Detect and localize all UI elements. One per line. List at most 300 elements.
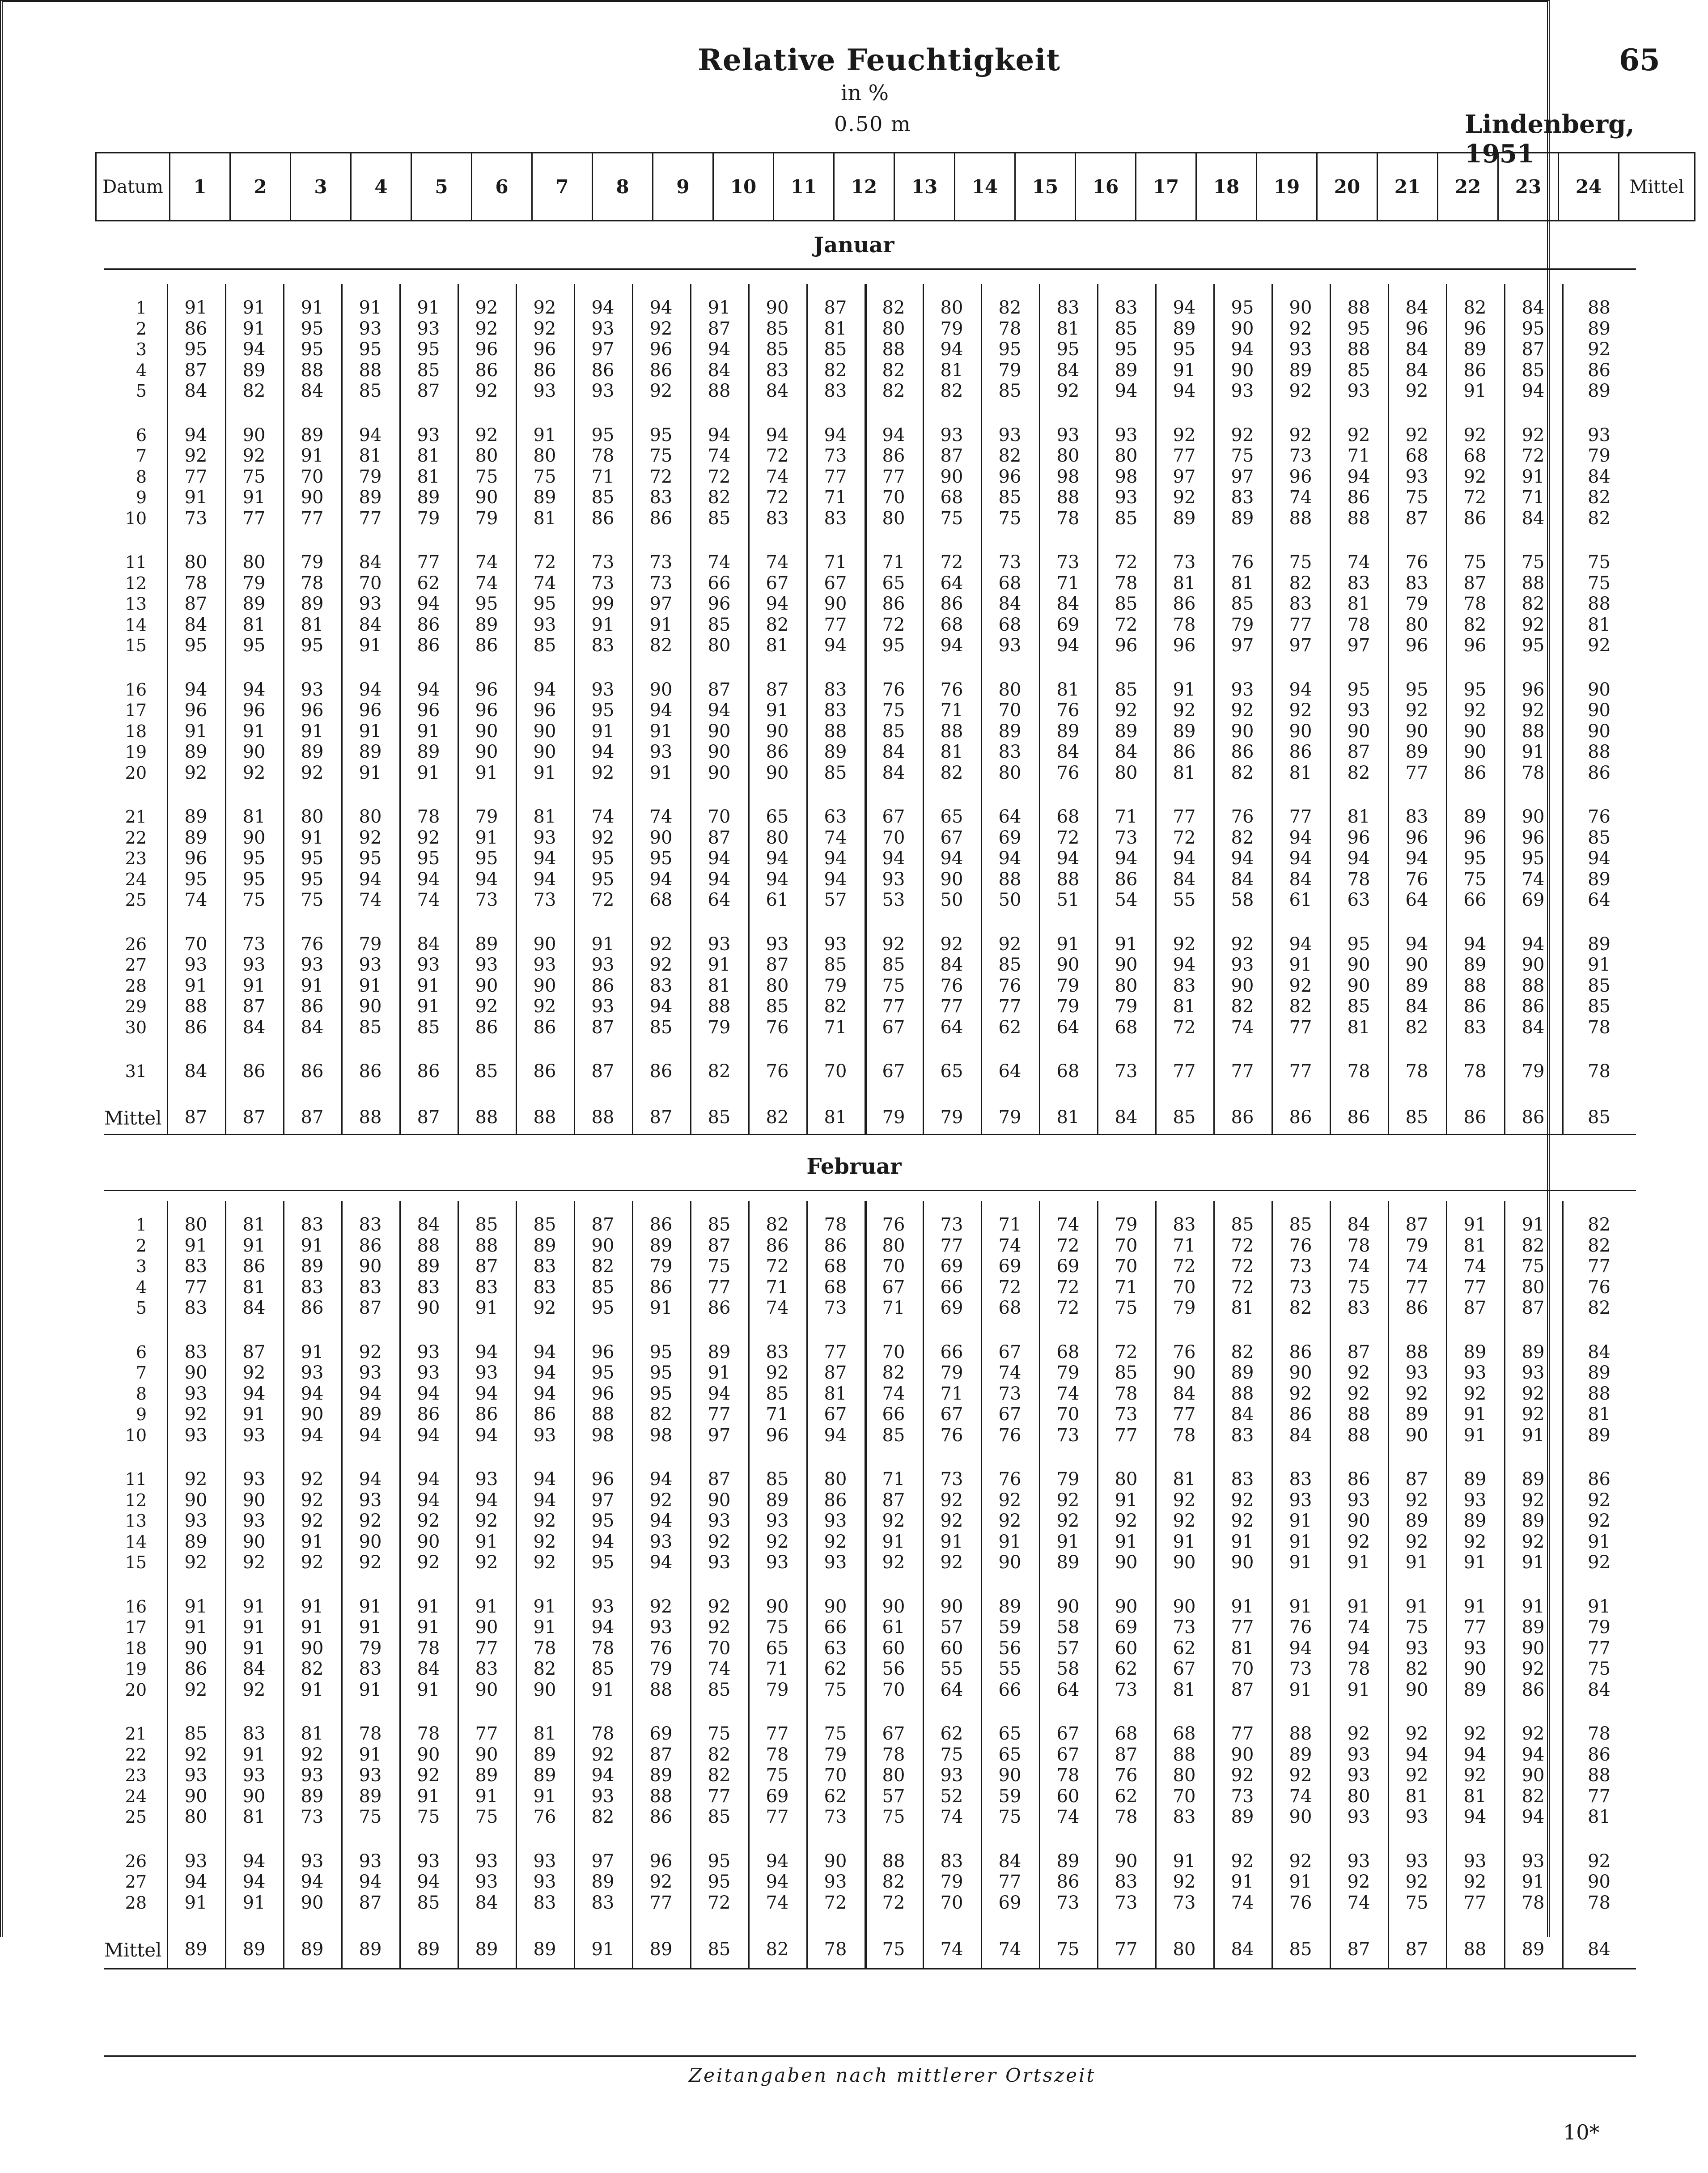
value-cell: 89 <box>301 742 324 762</box>
value-cell: 94 <box>301 1872 324 1892</box>
value-cell: 92 <box>301 1469 324 1490</box>
value-cell: 87 <box>824 1362 847 1383</box>
value-cell: 92 <box>475 381 498 401</box>
value-cell: 67 <box>1056 1744 1080 1765</box>
value-cell: 92 <box>591 762 615 783</box>
value-cell: 68 <box>1056 806 1080 827</box>
value-cell: 85 <box>708 1807 731 1827</box>
value-cell: 90 <box>1588 679 1611 700</box>
value-cell: 89 <box>1588 318 1611 339</box>
value-cell: 94 <box>417 1490 440 1511</box>
value-cell: 71 <box>882 1469 905 1490</box>
value-cell: 86 <box>591 975 615 996</box>
value-cell: 75 <box>1405 1617 1428 1638</box>
value-cell: 87 <box>1231 1679 1254 1700</box>
value-cell: 77 <box>1173 806 1196 827</box>
value-cell: 73 <box>242 934 266 955</box>
value-cell: 77 <box>708 1277 731 1298</box>
mean-cell: 82 <box>766 1107 789 1128</box>
day-label: 16 <box>125 1596 147 1617</box>
mean-cell: 89 <box>649 1939 673 1960</box>
value-cell: 90 <box>475 1617 498 1638</box>
value-cell: 81 <box>1173 762 1196 783</box>
value-cell: 80 <box>184 552 208 573</box>
value-cell: 89 <box>1405 742 1428 762</box>
value-cell: 86 <box>766 1235 789 1256</box>
value-cell: 96 <box>1347 827 1370 848</box>
day-label: 24 <box>125 1786 147 1806</box>
value-cell: 90 <box>649 827 673 848</box>
value-cell: 85 <box>591 487 615 508</box>
value-cell: 89 <box>649 1235 673 1256</box>
value-cell: 88 <box>1588 742 1611 762</box>
value-cell: 83 <box>359 1277 382 1298</box>
column-line <box>1562 284 1564 1134</box>
value-cell: 94 <box>591 297 615 318</box>
value-cell: 93 <box>533 1872 556 1892</box>
day-label: 14 <box>125 615 147 635</box>
mean-cell: 75 <box>1056 1939 1080 1960</box>
value-cell: 94 <box>359 1872 382 1892</box>
value-cell: 91 <box>184 1892 208 1913</box>
column-line <box>1155 1201 1157 1968</box>
value-cell: 92 <box>998 1511 1021 1531</box>
value-cell: 92 <box>1588 339 1611 360</box>
value-cell: 75 <box>417 1807 440 1827</box>
value-cell: 95 <box>417 848 440 869</box>
column-line <box>458 284 459 1134</box>
value-cell: 95 <box>242 635 266 656</box>
value-cell: 88 <box>475 1235 498 1256</box>
day-label: 12 <box>125 573 147 593</box>
value-cell: 73 <box>1056 1892 1080 1913</box>
value-cell: 85 <box>475 1214 498 1235</box>
value-cell: 85 <box>998 487 1021 508</box>
value-cell: 82 <box>1588 1298 1611 1318</box>
column-header-hour-19: 19 <box>1257 153 1317 221</box>
value-cell: 84 <box>359 552 382 573</box>
value-cell: 69 <box>998 1892 1021 1913</box>
value-cell: 86 <box>1463 762 1487 783</box>
value-cell: 89 <box>1173 318 1196 339</box>
value-cell: 76 <box>940 975 963 996</box>
value-cell: 94 <box>1463 1744 1487 1765</box>
value-cell: 77 <box>1463 1617 1487 1638</box>
value-cell: 74 <box>359 890 382 910</box>
value-cell: 79 <box>1056 1362 1080 1383</box>
value-cell: 94 <box>533 869 556 890</box>
value-cell: 74 <box>998 1362 1021 1383</box>
value-cell: 90 <box>766 762 789 783</box>
value-cell: 88 <box>417 1235 440 1256</box>
value-cell: 79 <box>301 552 324 573</box>
value-cell: 91 <box>1173 360 1196 381</box>
value-cell: 89 <box>1405 1511 1428 1531</box>
value-cell: 94 <box>824 848 847 869</box>
value-cell: 88 <box>591 1404 615 1425</box>
value-cell: 70 <box>1115 1256 1138 1277</box>
value-cell: 91 <box>1522 1552 1545 1573</box>
value-cell: 80 <box>184 1214 208 1235</box>
column-line <box>1213 1201 1215 1968</box>
value-cell: 92 <box>766 1362 789 1383</box>
value-cell: 94 <box>1289 827 1312 848</box>
value-cell: 67 <box>882 1277 905 1298</box>
value-cell: 93 <box>1405 466 1428 487</box>
value-cell: 84 <box>940 955 963 975</box>
day-label: 23 <box>125 849 147 868</box>
value-cell: 92 <box>1173 1490 1196 1511</box>
value-cell: 90 <box>1231 721 1254 742</box>
value-cell: 80 <box>1115 975 1138 996</box>
value-cell: 91 <box>1289 1531 1312 1552</box>
value-cell: 75 <box>1405 487 1428 508</box>
value-cell: 78 <box>533 1638 556 1659</box>
value-cell: 87 <box>417 381 440 401</box>
value-cell: 91 <box>475 827 498 848</box>
value-cell: 72 <box>1056 827 1080 848</box>
value-cell: 91 <box>591 721 615 742</box>
value-cell: 93 <box>184 1850 208 1872</box>
value-cell: 93 <box>824 1872 847 1892</box>
day-label: 19 <box>125 742 147 762</box>
value-cell: 81 <box>1173 996 1196 1017</box>
value-cell: 86 <box>1347 487 1370 508</box>
value-cell: 90 <box>1347 975 1370 996</box>
value-cell: 92 <box>1115 1511 1138 1531</box>
column-line <box>632 284 633 1134</box>
value-cell: 90 <box>1056 1596 1080 1617</box>
value-cell: 92 <box>1522 424 1545 446</box>
value-cell: 83 <box>1115 1872 1138 1892</box>
value-cell: 78 <box>184 573 208 594</box>
value-cell: 87 <box>708 1235 731 1256</box>
value-cell: 91 <box>417 1596 440 1617</box>
value-cell: 87 <box>708 318 731 339</box>
value-cell: 90 <box>766 297 789 318</box>
mean-cell: 79 <box>998 1107 1021 1128</box>
value-cell: 86 <box>1173 594 1196 614</box>
value-cell: 85 <box>766 1383 789 1404</box>
day-label: 22 <box>125 828 147 848</box>
value-cell: 87 <box>591 1017 615 1038</box>
value-cell: 96 <box>708 594 731 614</box>
value-cell: 72 <box>1522 446 1545 466</box>
value-cell: 72 <box>882 1892 905 1913</box>
value-cell: 78 <box>591 1638 615 1659</box>
value-cell: 91 <box>533 1786 556 1807</box>
value-cell: 84 <box>1522 1017 1545 1038</box>
column-line <box>923 1201 924 1968</box>
day-label: 31 <box>125 1061 147 1081</box>
value-cell: 68 <box>1056 1061 1080 1082</box>
value-cell: 91 <box>242 318 266 339</box>
value-cell: 92 <box>1463 700 1487 721</box>
value-cell: 90 <box>242 742 266 762</box>
column-line <box>458 1201 459 1968</box>
value-cell: 90 <box>475 1679 498 1700</box>
value-cell: 84 <box>242 1298 266 1318</box>
value-cell: 92 <box>1522 1531 1545 1552</box>
value-cell: 75 <box>649 446 673 466</box>
value-cell: 94 <box>1522 381 1545 401</box>
value-cell: 67 <box>882 1723 905 1744</box>
mean-cell: 88 <box>591 1107 615 1128</box>
value-cell: 93 <box>475 1850 498 1872</box>
value-cell: 92 <box>1173 934 1196 955</box>
value-cell: 93 <box>824 1552 847 1573</box>
column-line <box>341 284 343 1134</box>
value-cell: 62 <box>940 1723 963 1744</box>
value-cell: 81 <box>533 806 556 827</box>
value-cell: 70 <box>882 487 905 508</box>
value-cell: 92 <box>301 1744 324 1765</box>
value-cell: 94 <box>475 869 498 890</box>
value-cell: 84 <box>184 614 208 635</box>
value-cell: 82 <box>882 1362 905 1383</box>
value-cell: 89 <box>184 806 208 827</box>
value-cell: 93 <box>766 1511 789 1531</box>
column-line <box>574 284 575 1134</box>
value-cell: 91 <box>417 1679 440 1700</box>
value-cell: 96 <box>533 700 556 721</box>
value-cell: 90 <box>998 1765 1021 1786</box>
value-cell: 83 <box>184 1256 208 1277</box>
value-cell: 94 <box>1173 955 1196 975</box>
value-cell: 92 <box>184 1744 208 1765</box>
day-label: 13 <box>125 594 147 614</box>
value-cell: 82 <box>766 614 789 635</box>
value-cell: 79 <box>242 573 266 594</box>
value-cell: 94 <box>1463 934 1487 955</box>
value-cell: 70 <box>940 1892 963 1913</box>
mean-cell: 88 <box>475 1107 498 1128</box>
value-cell: 94 <box>1056 635 1080 656</box>
value-cell: 91 <box>1463 1404 1487 1425</box>
value-cell: 86 <box>1522 996 1545 1017</box>
value-cell: 59 <box>998 1786 1021 1807</box>
value-cell: 89 <box>359 1786 382 1807</box>
value-cell: 94 <box>1347 848 1370 869</box>
value-cell: 86 <box>475 635 498 656</box>
value-cell: 74 <box>1347 1256 1370 1277</box>
value-cell: 74 <box>1056 1383 1080 1404</box>
value-cell: 95 <box>1347 679 1370 700</box>
value-cell: 87 <box>1463 573 1487 594</box>
value-cell: 83 <box>1347 1298 1370 1318</box>
mean-cell: 86 <box>1522 1107 1545 1128</box>
value-cell: 93 <box>1289 339 1312 360</box>
mean-cell: 79 <box>882 1107 905 1128</box>
value-cell: 91 <box>359 1744 382 1765</box>
value-cell: 71 <box>824 552 847 573</box>
value-cell: 90 <box>1588 700 1611 721</box>
value-cell: 93 <box>301 1362 324 1383</box>
value-cell: 81 <box>533 1723 556 1744</box>
value-cell: 87 <box>1115 1744 1138 1765</box>
value-cell: 62 <box>417 573 440 594</box>
value-cell: 94 <box>1289 934 1312 955</box>
value-cell: 88 <box>1231 1383 1254 1404</box>
value-cell: 63 <box>1347 890 1370 910</box>
value-cell: 78 <box>1588 1061 1611 1082</box>
value-cell: 91 <box>301 1531 324 1552</box>
value-cell: 82 <box>1522 1786 1545 1807</box>
mean-cell: 86 <box>1347 1107 1370 1128</box>
value-cell: 91 <box>1522 466 1545 487</box>
value-cell: 91 <box>184 1617 208 1638</box>
value-cell: 92 <box>417 1511 440 1531</box>
value-cell: 90 <box>1115 1552 1138 1573</box>
value-cell: 95 <box>591 424 615 446</box>
day-label: 17 <box>125 1617 147 1637</box>
value-cell: 91 <box>242 1744 266 1765</box>
value-cell: 75 <box>824 1679 847 1700</box>
value-cell: 76 <box>766 1061 789 1082</box>
footer-note: Zeitangaben nach mittlerer Ortszeit <box>689 2064 1096 2086</box>
column-header-hour-5: 5 <box>411 153 472 221</box>
value-cell: 97 <box>708 1425 731 1446</box>
value-cell: 90 <box>359 996 382 1017</box>
value-cell: 76 <box>533 1807 556 1827</box>
value-cell: 88 <box>1588 1383 1611 1404</box>
value-cell: 88 <box>1056 869 1080 890</box>
station-year: Lindenberg, 1951 <box>1465 110 1635 169</box>
value-cell: 73 <box>649 552 673 573</box>
value-cell: 89 <box>1522 1617 1545 1638</box>
value-cell: 86 <box>708 1298 731 1318</box>
value-cell: 80 <box>824 1469 847 1490</box>
value-cell: 92 <box>359 1511 382 1531</box>
value-cell: 98 <box>591 1425 615 1446</box>
value-cell: 86 <box>940 594 963 614</box>
value-cell: 86 <box>649 360 673 381</box>
value-cell: 91 <box>591 614 615 635</box>
value-cell: 79 <box>475 508 498 529</box>
value-cell: 90 <box>184 1786 208 1807</box>
value-cell: 96 <box>1463 318 1487 339</box>
value-cell: 73 <box>1289 1277 1312 1298</box>
value-cell: 75 <box>708 1723 731 1744</box>
value-cell: 85 <box>1289 1214 1312 1235</box>
value-cell: 76 <box>1289 1617 1312 1638</box>
value-cell: 94 <box>708 848 731 869</box>
value-cell: 94 <box>649 297 673 318</box>
mean-cell: 88 <box>359 1107 382 1128</box>
value-cell: 73 <box>591 552 615 573</box>
value-cell: 88 <box>1173 1744 1196 1765</box>
value-cell: 93 <box>475 955 498 975</box>
value-cell: 93 <box>301 1765 324 1786</box>
value-cell: 80 <box>882 1765 905 1786</box>
day-label: 5 <box>136 381 147 401</box>
value-cell: 70 <box>184 934 208 955</box>
value-cell: 89 <box>184 1531 208 1552</box>
value-cell: 81 <box>1588 614 1611 635</box>
value-cell: 90 <box>301 1892 324 1913</box>
value-cell: 70 <box>882 1679 905 1700</box>
value-cell: 90 <box>242 827 266 848</box>
value-cell: 94 <box>1347 1638 1370 1659</box>
value-cell: 75 <box>708 1256 731 1277</box>
value-cell: 93 <box>359 1850 382 1872</box>
value-cell: 88 <box>1347 1404 1370 1425</box>
value-cell: 94 <box>359 1469 382 1490</box>
value-cell: 86 <box>1405 1298 1428 1318</box>
value-cell: 92 <box>649 1490 673 1511</box>
day-label: 6 <box>136 425 147 445</box>
rule-line <box>104 2055 1636 2057</box>
value-cell: 79 <box>1115 1214 1138 1235</box>
value-cell: 89 <box>533 1744 556 1765</box>
mean-cell: 89 <box>1522 1939 1545 1960</box>
value-cell: 67 <box>766 573 789 594</box>
value-cell: 75 <box>824 1723 847 1744</box>
day-label: 23 <box>125 1766 147 1785</box>
value-cell: 93 <box>1347 1850 1370 1872</box>
value-cell: 94 <box>242 679 266 700</box>
value-cell: 95 <box>1522 635 1545 656</box>
value-cell: 87 <box>242 1341 266 1362</box>
value-cell: 94 <box>475 1341 498 1362</box>
value-cell: 80 <box>1347 1786 1370 1807</box>
value-cell: 82 <box>1463 614 1487 635</box>
value-cell: 74 <box>1056 1214 1080 1235</box>
value-cell: 72 <box>940 552 963 573</box>
value-cell: 97 <box>1231 466 1254 487</box>
value-cell: 82 <box>882 360 905 381</box>
value-cell: 91 <box>242 297 266 318</box>
value-cell: 90 <box>1405 1425 1428 1446</box>
column-header-hour-4: 4 <box>351 153 411 221</box>
value-cell: 91 <box>1347 1679 1370 1700</box>
value-cell: 92 <box>1522 1723 1545 1744</box>
value-cell: 92 <box>533 1298 556 1318</box>
value-cell: 93 <box>533 955 556 975</box>
column-line <box>748 284 750 1134</box>
value-cell: 84 <box>1231 869 1254 890</box>
value-cell: 73 <box>1173 1617 1196 1638</box>
value-cell: 95 <box>1231 297 1254 318</box>
value-cell: 87 <box>1405 1469 1428 1490</box>
value-cell: 57 <box>1056 1638 1080 1659</box>
value-cell: 94 <box>1056 848 1080 869</box>
value-cell: 81 <box>1588 1807 1611 1827</box>
day-label: 8 <box>136 1384 147 1404</box>
value-cell: 92 <box>1173 1872 1196 1892</box>
rule-line <box>104 1134 1636 1135</box>
value-cell: 87 <box>766 955 789 975</box>
value-cell: 91 <box>359 297 382 318</box>
value-cell: 90 <box>998 1552 1021 1573</box>
value-cell: 93 <box>359 955 382 975</box>
value-cell: 92 <box>649 318 673 339</box>
month-title: Februar <box>806 1154 902 1179</box>
value-cell: 83 <box>1231 1425 1254 1446</box>
value-cell: 84 <box>301 381 324 401</box>
value-cell: 79 <box>1056 975 1080 996</box>
value-cell: 92 <box>417 1552 440 1573</box>
value-cell: 77 <box>649 1892 673 1913</box>
value-cell: 92 <box>998 934 1021 955</box>
value-cell: 74 <box>766 552 789 573</box>
value-cell: 81 <box>1173 1679 1196 1700</box>
value-cell: 82 <box>708 1061 731 1082</box>
value-cell: 95 <box>591 1362 615 1383</box>
value-cell: 76 <box>1289 1235 1312 1256</box>
value-cell: 60 <box>882 1638 905 1659</box>
value-cell: 68 <box>1173 1723 1196 1744</box>
